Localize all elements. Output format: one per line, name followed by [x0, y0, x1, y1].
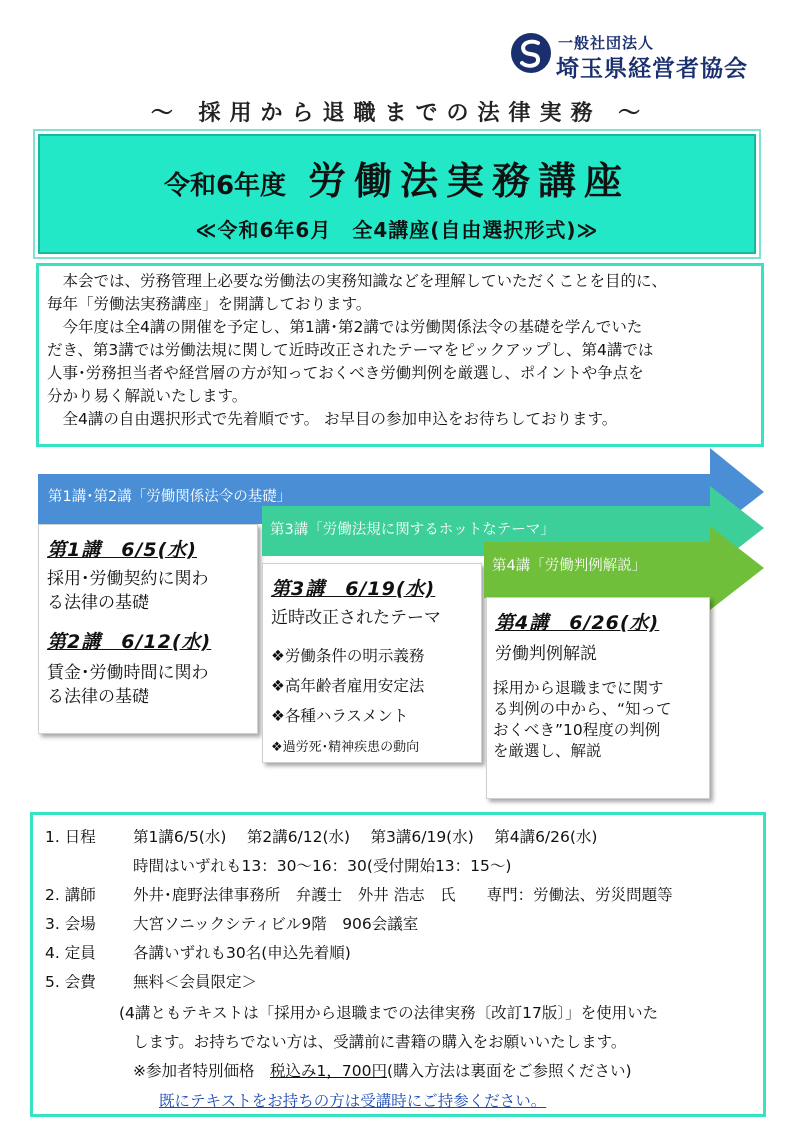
lecture-1-desc-line: 採用･労働契約に関わ	[47, 569, 209, 589]
circle-s-logo-icon	[510, 32, 552, 74]
lecture-4-detail-line: 採用から退職までに関す	[493, 679, 664, 697]
lecture-3-topic: ❖各種ハラスメント	[271, 707, 409, 725]
lecture-4-box	[486, 597, 710, 799]
capacity-label: 4. 定員	[45, 944, 96, 962]
lecturer-label: 2. 講師	[45, 886, 96, 904]
intro-line: 分かり易く解説いたします。	[47, 387, 248, 405]
org-name: 埼玉県経営者協会	[556, 56, 748, 82]
org-type: 一般社団法人	[558, 34, 655, 52]
lecture-2-desc	[47, 661, 257, 709]
arrow-label-lecture-4: 第4講「労働判例解説」	[492, 558, 647, 574]
intro-line: 全4講の自由選択形式で先着順です。 お早目の参加申込をお待ちしております。	[47, 410, 618, 428]
bring-textbook-note: 既にテキストをお持ちの方は受講時にご持参ください。	[159, 1092, 547, 1110]
series-subtitle: ～ 採用から退職までの法律実務 ～	[150, 101, 650, 126]
special-price: 税込み1，700円	[270, 1062, 387, 1080]
price-prefix: ※参加者特別価格	[133, 1062, 270, 1080]
title-year: 令和6年度	[163, 171, 287, 201]
lecture-2-desc-line: る法律の基礎	[47, 687, 149, 707]
fee-value: 無料＜会員限定＞	[133, 973, 258, 991]
org-logo	[510, 28, 780, 80]
lecture-4-detail	[493, 678, 707, 762]
lecture-4-detail-line: を厳選し、解説	[493, 742, 602, 760]
course-name: 労働法実務講座	[308, 159, 631, 203]
schedule-time: 時間はいずれも13：30～16：30(受付開始13：15～)	[133, 857, 512, 875]
intro-line: 今年度は全4講の開催を予定し、第1講･第2講では労働関係法令の基礎を学んでいた	[47, 318, 643, 336]
lecture-1-date: 第1講 6/5(水)	[47, 539, 197, 561]
lecture-4-detail-line: る判例の中から、“知って	[493, 700, 672, 718]
lecture-2-date: 第2講 6/12(水)	[47, 631, 212, 653]
lecturer-value: 外井･鹿野法律事務所 弁護士 外井 浩志 氏 専門：労働法、労災問題等	[133, 886, 673, 904]
price-suffix: (購入方法は裏面をご参照ください)	[386, 1062, 632, 1080]
lecture-4-desc: 労働判例解説	[495, 644, 597, 664]
lecture-3-topic: ❖高年齢者雇用安定法	[271, 677, 425, 695]
intro-line: だき、第3講では労働法規に関して近時改正されたテーマをピックアップし、第4講では	[47, 341, 654, 359]
lecture-4-date: 第4講 6/26(水)	[495, 612, 660, 634]
lecture-3-desc: 近時改正されたテーマ	[271, 608, 441, 628]
intro-line: 毎年「労働法実務講座」を開講しております。	[47, 295, 372, 313]
capacity-value: 各講いずれも30名(申込先着順)	[133, 944, 351, 962]
arrow-label-lecture-3: 第3講「労働法規に関するホットなテーマ」	[270, 522, 555, 538]
venue-label: 3. 会場	[45, 915, 96, 933]
lecture-1-2-box	[38, 524, 258, 734]
text-note: します。お持ちでない方は、受講前に書籍の購入をお願いいたします。	[133, 1033, 627, 1051]
arrow-label-lecture-1-2: 第1講･第2講「労働関係法令の基礎」	[48, 489, 292, 505]
lecture-1-desc	[47, 567, 257, 615]
text-note: (4講ともテキストは「採用から退職までの法律実務〔改訂17版〕」を使用いた	[119, 1004, 659, 1022]
intro-line: 本会では、労務管理上必要な労働法の実務知識などを理解していただくことを目的に、	[47, 272, 668, 290]
title-sub: ≪令和6年6月 全4講座(自由選択形式)≫	[195, 218, 599, 242]
lecture-4-detail-line: おくべき”10程度の判例	[493, 721, 661, 739]
info-box	[30, 812, 766, 1117]
intro-line: 人事･労務担当者や経営層の方が知っておくべき労働判例を厳選し、ポイントや争点を	[47, 364, 644, 382]
lecture-2-desc-line: 賃金･労働時間に関わ	[47, 663, 209, 683]
lecture-3-topic: ❖過労死･精神疾患の動向	[271, 740, 420, 755]
title-line	[40, 150, 754, 205]
lecture-3-box	[262, 563, 482, 763]
venue-value: 大宮ソニックシティビル9階 906会議室	[133, 915, 419, 933]
lecture-3-date: 第3講 6/19(水)	[271, 578, 436, 600]
schedule-label: 1. 日程	[45, 828, 96, 846]
schedule-dates: 第1講6/5(水) 第2講6/12(水) 第3講6/19(水) 第4講6/26(水)	[133, 828, 598, 846]
lecture-3-topic: ❖労働条件の明示義務	[271, 647, 425, 665]
special-price-line	[133, 1059, 632, 1081]
lecture-1-desc-line: る法律の基礎	[47, 593, 149, 613]
title-banner	[38, 134, 756, 254]
intro-box	[36, 263, 764, 447]
fee-label: 5. 会費	[45, 973, 96, 991]
